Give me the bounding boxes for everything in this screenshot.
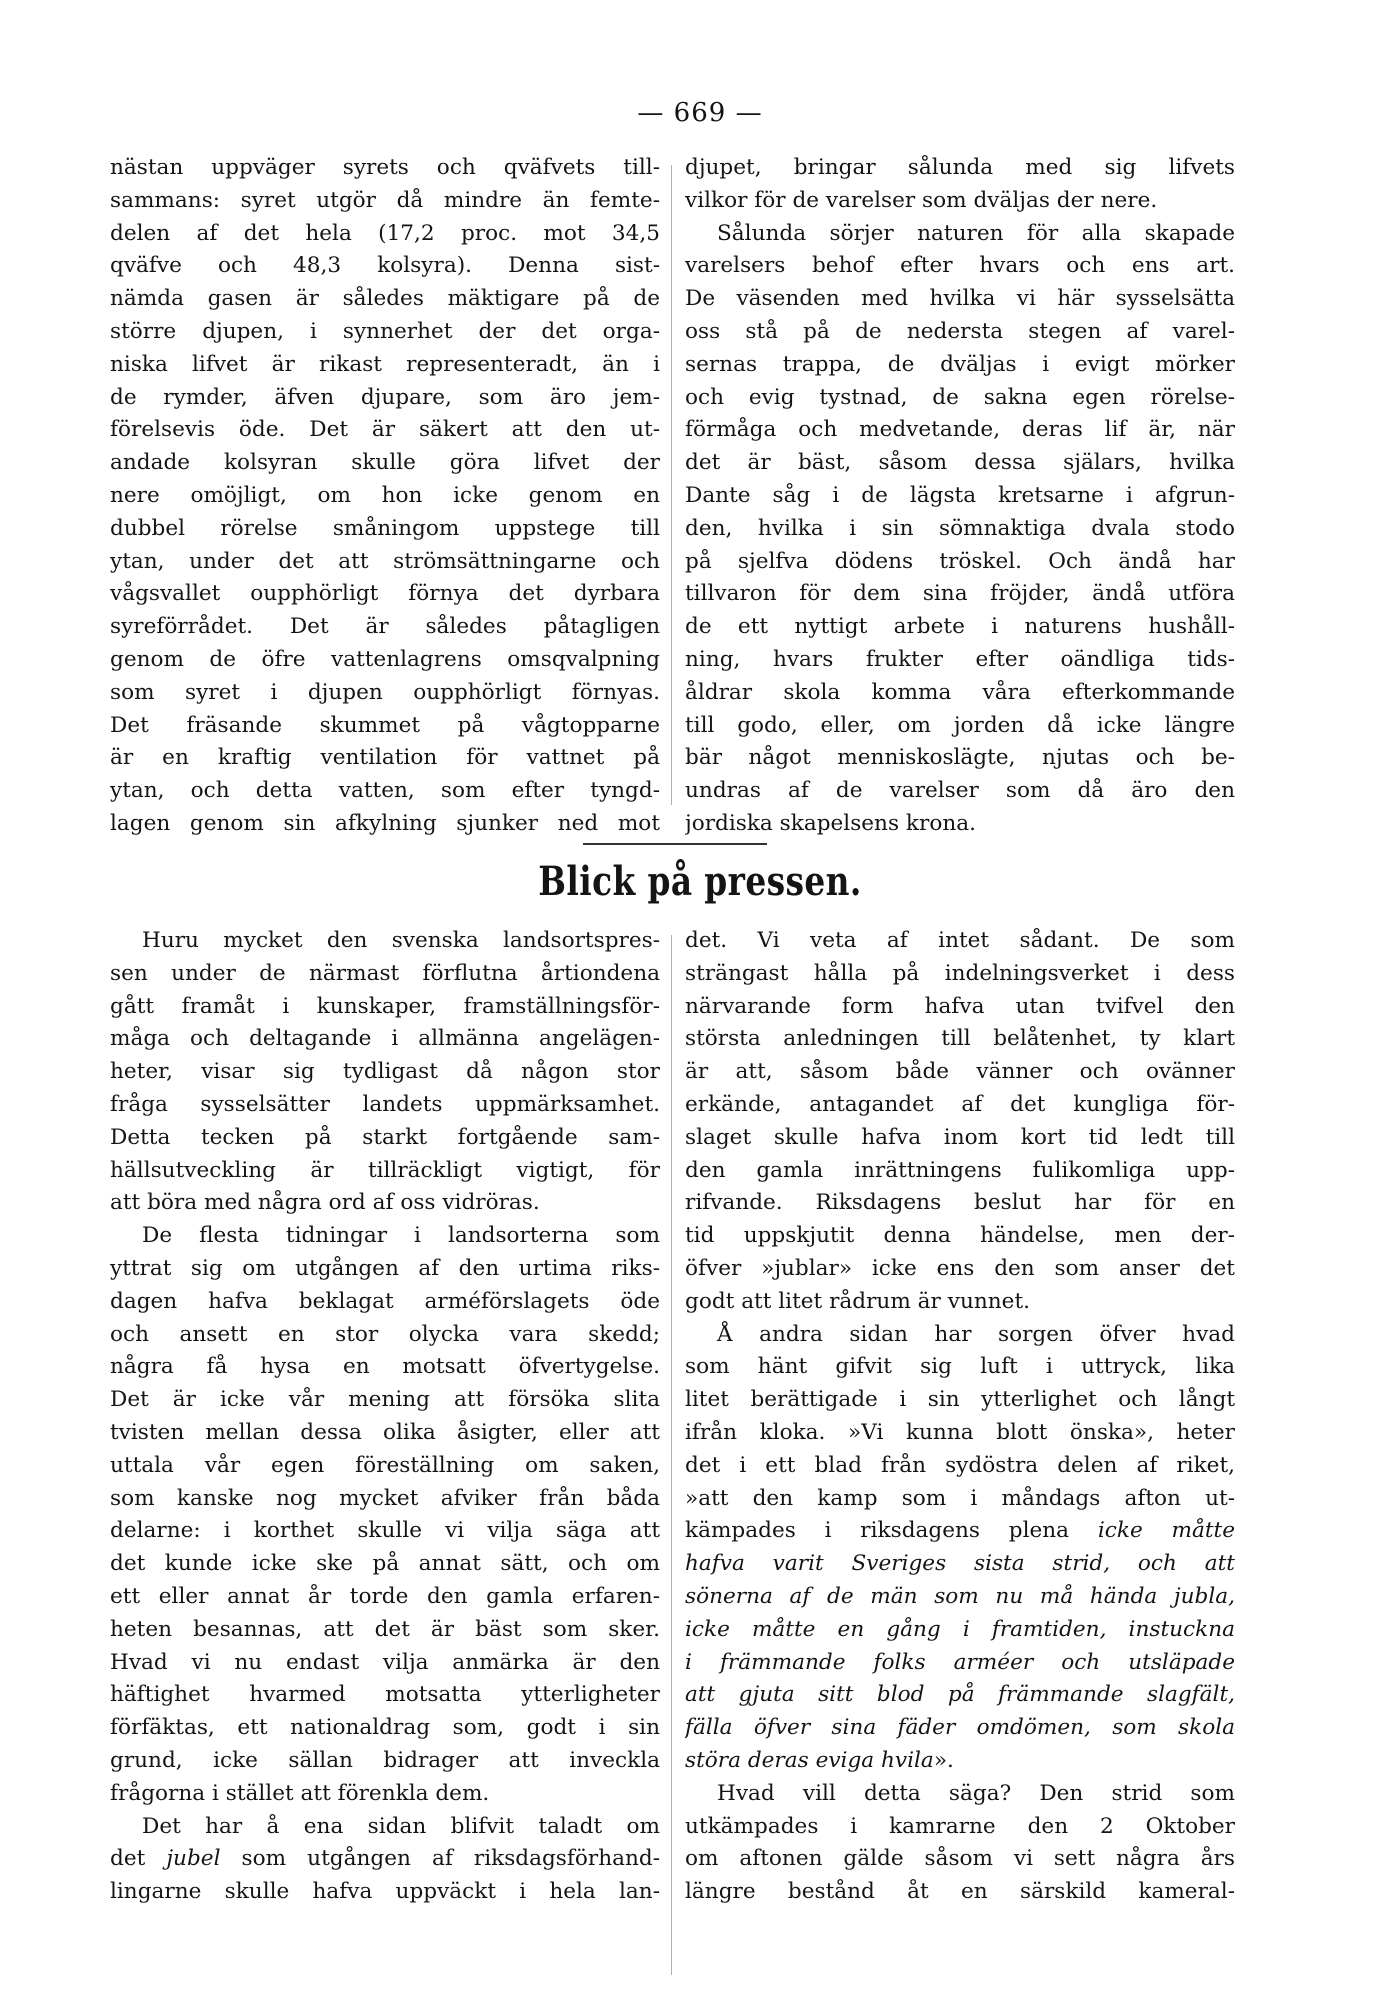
text-line [110,250,660,283]
text-segment: Det har å ena sidan blifvit taladt om [142,1813,660,1839]
text-line [110,1647,660,1680]
text-line [110,1876,660,1909]
text-line [685,1089,1235,1122]
text-line [110,316,660,349]
text-segment: djupet, bringar sålunda med sig lifvets [685,155,1235,180]
upper-left-column [110,152,660,841]
text-line [685,1122,1235,1155]
text-segment: godt att litet rådrum är vunnet. [685,1288,1030,1314]
text-line [110,1548,660,1581]
section-title: Blick på pressen. [538,858,862,905]
text-segment: strängast hålla på indelningsverket i dess [685,960,1235,986]
text-line [685,1351,1235,1384]
text-line [110,1220,660,1253]
text-line [110,578,660,611]
text-line [685,1679,1235,1712]
text-segment: den gamla inrättningens fulikomliga upp- [685,1157,1235,1183]
text-line [685,1286,1235,1319]
text-segment: varelsers behof efter hvars och ens art. [685,253,1235,279]
text-line [110,1023,660,1056]
text-segment: och ansett en stor olycka vara skedd; [110,1321,660,1347]
text-line [110,611,660,644]
text-line [685,1483,1235,1516]
text-line [685,644,1235,677]
text-line [685,925,1235,958]
text-line [685,1745,1235,1778]
text-line [110,991,660,1024]
text-line [110,1679,660,1712]
text-line [110,1089,660,1122]
text-line [685,152,1235,185]
text-line [685,808,1235,841]
text-segment: ytan, och detta vatten, som efter tyngd- [110,778,660,804]
text-segment: förfäktas, ett nationaldrag som, godt i sin [110,1715,660,1741]
text-segment: Å andra sidan har sorgen öfver hvad [717,1321,1235,1347]
text-line [110,808,660,841]
text-line [685,1614,1235,1647]
text-line [685,710,1235,743]
text-line [110,1450,660,1483]
text-segment: vågsvallet oupphörligt förnya det dyrbara [110,581,660,607]
text-segment: grund, icke sällan bidrager att inveckla [110,1747,660,1773]
text-line [685,958,1235,991]
text-segment: ytan, under det att strömsättningarne och [110,548,660,574]
text-segment: några få hysa en motsatt öfvertygelse. [110,1354,660,1380]
text-line [110,710,660,743]
text-segment: andade kolsyran skulle göra lifvet der [110,450,660,476]
text-line [110,1843,660,1876]
text-segment: är att, såsom både vänner och ovänner [685,1059,1235,1085]
text-line [110,1122,660,1155]
text-line [685,775,1235,808]
text-line [110,1581,660,1614]
text-segment: delen af det hela (17,2 proc. mot 34,5 [110,220,660,246]
text-segment: förelsevis öde. Det är säkert att den ut- [110,417,660,443]
text-line [685,1155,1235,1188]
text-segment: måga och deltagande i allmänna angelägen- [110,1026,660,1052]
text-segment: att böra med några ord af oss vidröras. [110,1190,540,1216]
text-segment: som utgången af riksdagsförhand- [220,1846,660,1872]
text-segment: erkände, antagandet af det kungliga för- [685,1091,1235,1117]
column-divider-upper [671,165,672,805]
text-line [110,1778,660,1811]
text-line [110,218,660,251]
text-line [685,1712,1235,1745]
text-segment: qväfve och 48,3 kolsyra). Denna sist- [110,253,660,279]
text-segment: de rymder, äfven djupare, som äro jem- [110,384,660,410]
text-line [685,677,1235,710]
text-segment: sernas trappa, de dväljas i evigt mörker [685,351,1235,377]
text-segment: ett eller annat år torde den gamla erfaren- [110,1583,660,1609]
text-segment: ifrån kloka. »Vi kunna blott önska», heter [685,1419,1235,1445]
text-segment: Hvad vill detta säga? Den strid som [717,1780,1235,1806]
text-segment: nästan uppväger syrets och qväfvets till- [110,155,660,180]
text-segment: heter, visar sig tydligast då någon stor [110,1059,660,1085]
text-segment: heten besannas, att det är bäst som sker. [110,1616,660,1642]
text-line [110,1056,660,1089]
text-line [685,611,1235,644]
text-line [685,1417,1235,1450]
text-line [110,1515,660,1548]
text-line [110,1253,660,1286]
text-line [110,447,660,480]
lower-left-column [110,925,660,1909]
upper-right-column [685,152,1235,841]
text-line [685,1220,1235,1253]
italic-segment: sönerna af de män som nu må hända jubla, [685,1583,1235,1609]
text-line [110,382,660,415]
text-segment: lingarne skulle hafva uppväckt i hela lan- [110,1879,660,1905]
text-segment: Hvad vi nu endast vilja anmärka är den [110,1649,660,1675]
text-line [685,1548,1235,1581]
text-line [110,958,660,991]
text-segment: häftighet hvarmed motsatta ytterligheter [110,1682,660,1708]
text-segment: hällsutveckling är tillräckligt vigtigt, för [110,1157,660,1183]
text-segment: rifvande. Riksdagens beslut har för en [685,1190,1235,1216]
text-segment: sen under de närmast förflutna årtiondena [110,960,660,986]
text-line [685,1778,1235,1811]
text-line [110,185,660,218]
text-segment: fråga sysselsätter landets uppmärksamhet. [110,1091,660,1117]
text-segment: »att den kamp som i måndags afton ut- [685,1485,1235,1511]
text-line [685,1876,1235,1909]
text-segment: största anledningen till belåtenhet, ty klart [685,1026,1235,1052]
italic-segment: hafva varit Sveriges sista strid, och att [685,1551,1235,1577]
text-line [110,1712,660,1745]
text-segment: genom de öfre vattenlagrens omsqvalpning [110,646,660,672]
text-line [685,1811,1235,1844]
italic-segment: fälla öfver sina fäder omdömen, som skola [685,1715,1235,1741]
text-line [110,1483,660,1516]
text-line [685,414,1235,447]
text-segment: delarne: i korthet skulle vi vilja säga att [110,1518,660,1544]
text-segment: De flesta tidningar i landsorterna som [142,1223,660,1249]
text-segment: bär något menniskoslägte, njutas och be- [685,745,1235,771]
text-segment: det [110,1846,167,1872]
text-segment: nere omöjligt, om hon icke genom en [110,482,660,508]
text-line [685,1647,1235,1680]
text-segment: litet berättigade i sin ytterlighet och långt [685,1387,1235,1413]
text-segment: om aftonen gälde såsom vi sett några års [685,1846,1235,1872]
text-line [685,349,1235,382]
text-segment: utkämpades i kamrarne den 2 Oktober [685,1813,1235,1839]
text-line [110,414,660,447]
text-line [685,480,1235,513]
text-segment: som hänt gifvit sig luft i uttryck, lika [685,1354,1235,1380]
text-segment: Detta tecken på starkt fortgående sam- [110,1124,660,1150]
text-line [110,1614,660,1647]
text-line [685,185,1235,218]
text-line [110,349,660,382]
text-line [110,1384,660,1417]
italic-segment: störa deras eviga hvila [685,1747,934,1773]
text-line [685,513,1235,546]
text-segment: jordiska skapelsens krona. [685,810,976,836]
text-line [110,644,660,677]
text-line [685,1187,1235,1220]
text-segment: tillvaron för dem sina fröjder, ändå utföra [685,581,1235,607]
text-segment: Huru mycket den svenska landsortspres- [142,928,660,953]
text-line [110,513,660,546]
text-line [685,1056,1235,1089]
text-line [685,382,1235,415]
italic-segment: jubel [166,1846,221,1872]
text-segment: nämda gasen är således mäktigare på de [110,286,660,312]
text-segment: niska lifvet är rikast representeradt, än i [110,351,660,377]
text-line [685,1253,1235,1286]
text-segment: de ett nyttigt arbete i naturens hushåll- [685,614,1235,640]
italic-segment: icke måtte [1097,1518,1235,1544]
column-divider-lower [671,935,672,1975]
text-segment: ». [933,1747,954,1773]
text-segment: är en kraftig ventilation för vattnet på [110,745,660,771]
text-line [110,283,660,316]
text-line [685,1515,1235,1548]
text-segment: vilkor för de varelser som dväljas der nere. [685,187,1158,213]
italic-segment: i främmande folks arméer och utsläpade [685,1649,1235,1675]
text-line [685,1843,1235,1876]
text-segment: De väsenden med hvilka vi här sysselsätta [685,286,1235,312]
text-segment: det. Vi veta af intet sådant. De som [685,928,1235,953]
text-segment: syreförrådet. Det är således påtagligen [110,614,660,640]
text-line [685,546,1235,579]
text-line [110,677,660,710]
text-line [685,218,1235,251]
text-line [685,742,1235,775]
italic-segment: att gjuta sitt blod på främmande slagfält, [685,1682,1235,1708]
text-segment: öfver »jublar» icke ens den som anser det [685,1255,1235,1281]
text-segment: ning, hvars frukter efter oändliga tids- [685,646,1235,672]
text-line [110,925,660,958]
text-segment: som kanske nog mycket afviker från båda [110,1485,660,1511]
text-segment: undras af de varelser som då äro den [685,778,1235,804]
text-segment: dagen hafva beklagat arméförslagets öde [110,1288,660,1314]
text-line [110,1319,660,1352]
text-segment: som syret i djupen oupphörligt förnyas. [110,679,660,705]
text-segment: det kunde icke ske på annat sätt, och om [110,1551,660,1577]
text-segment: yttrat sig om utgången af den urtima riks- [110,1255,660,1281]
text-segment: större djupen, i synnerhet der det orga- [110,318,660,344]
text-line [685,991,1235,1024]
text-line [110,1155,660,1188]
text-segment: kämpades i riksdagens plena [685,1518,1098,1544]
text-segment: Sålunda sörjer naturen för alla skapade [717,220,1235,246]
text-segment: Det fräsande skummet på vågtopparne [110,712,660,738]
text-line [685,316,1235,349]
page-number: — 669 — [637,98,763,128]
text-line [110,742,660,775]
text-segment: frågorna i stället att förenkla dem. [110,1780,490,1806]
lower-right-column [685,925,1235,1909]
text-segment: gått framåt i kunskaper, framställningsför- [110,993,660,1019]
text-segment: lagen genom sin afkylning sjunker ned mot [110,810,660,836]
text-line [110,480,660,513]
text-segment: slaget skulle hafva inom kort tid ledt till [685,1124,1235,1150]
text-line [685,1581,1235,1614]
text-segment: Dante såg i de lägsta kretsarne i afgrun- [685,482,1235,508]
italic-segment: icke måtte en gång i framtiden, instuckna [685,1616,1235,1642]
text-segment: längre bestånd åt en särskild kameral- [685,1879,1235,1905]
text-line [685,1450,1235,1483]
text-segment: till godo, eller, om jorden då icke längre [685,712,1235,738]
text-segment: närvarande form hafva utan tvifvel den [685,993,1235,1019]
text-line [685,447,1235,480]
text-segment: oss stå på de nedersta stegen af varel- [685,318,1235,344]
text-segment: sammans: syret utgör då mindre än femte- [110,187,660,213]
text-segment: det är bäst, såsom dessa själars, hvilka [685,450,1235,476]
section-divider [583,843,767,845]
text-line [110,152,660,185]
text-segment: åldrar skola komma våra efterkommande [685,679,1235,705]
text-line [685,1319,1235,1352]
text-line [685,283,1235,316]
text-line [110,1417,660,1450]
text-line [110,1351,660,1384]
text-line [685,1384,1235,1417]
text-line [685,1023,1235,1056]
text-segment: på sjelfva dödens tröskel. Och ändå har [685,548,1235,574]
text-segment: och evig tystnad, de sakna egen rörelse- [685,384,1235,410]
text-line [110,1286,660,1319]
text-segment: förmåga och medvetande, deras lif är, när [685,417,1235,443]
text-segment: uttala vår egen föreställning om saken, [110,1452,660,1478]
text-segment: det i ett blad från sydöstra delen af riket, [685,1452,1235,1478]
text-line [685,578,1235,611]
text-segment: tvisten mellan dessa olika åsigter, eller att [110,1419,660,1445]
text-line [110,546,660,579]
text-segment: Det är icke vår mening att försöka slita [110,1387,660,1413]
text-line [110,1745,660,1778]
text-line [110,775,660,808]
text-line [685,250,1235,283]
text-segment: tid uppskjutit denna händelse, men der- [685,1223,1235,1249]
text-segment: den, hvilka i sin sömnaktiga dvala stodo [685,515,1235,541]
text-segment: dubbel rörelse småningom uppstege till [110,515,660,541]
text-line [110,1187,660,1220]
text-line [110,1811,660,1844]
